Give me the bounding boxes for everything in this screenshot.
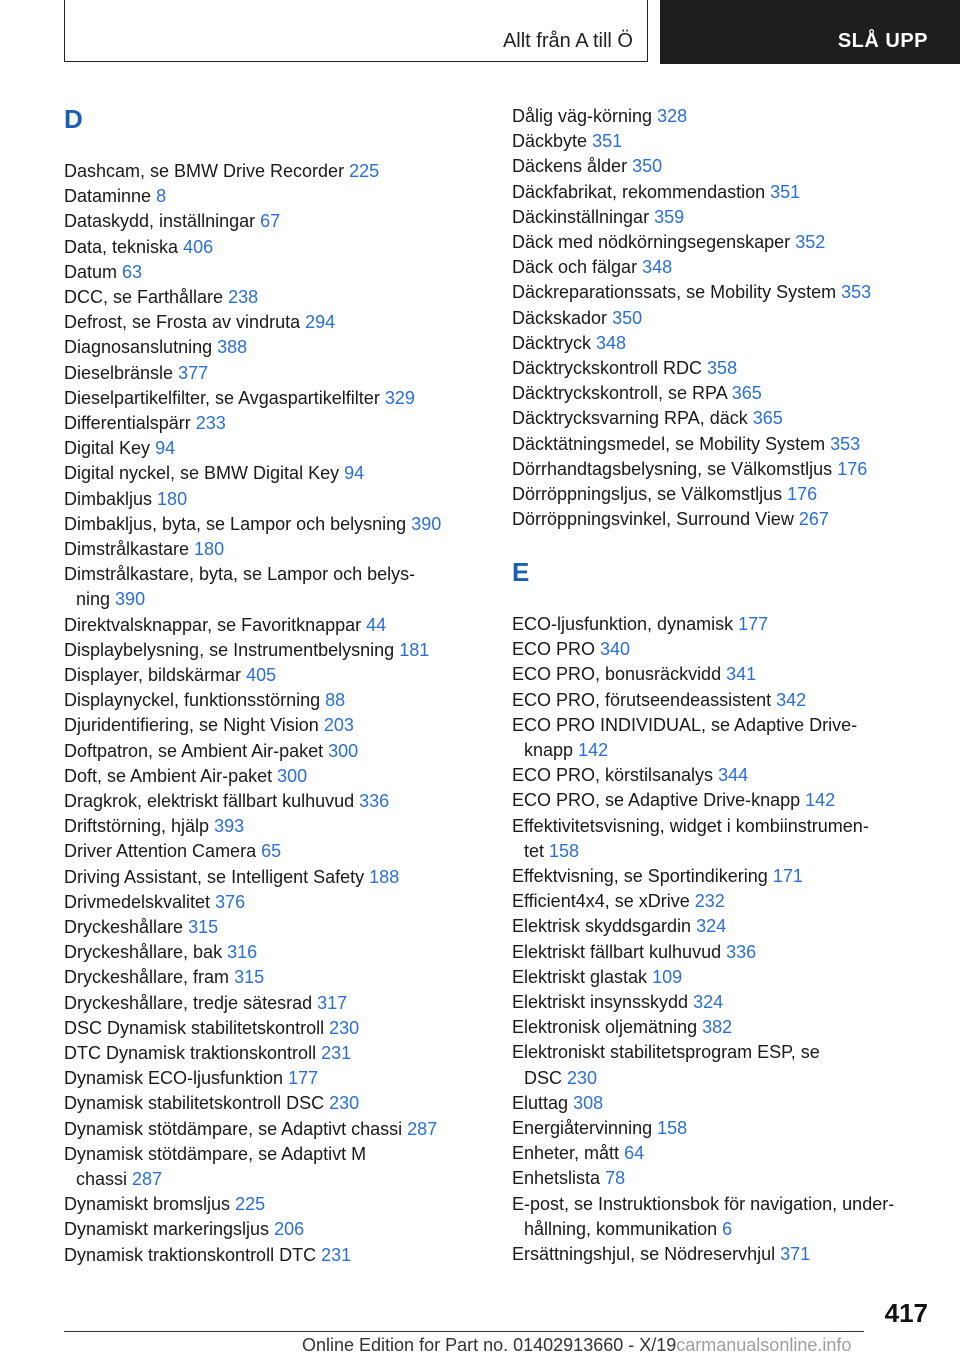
page-link[interactable]: 94 xyxy=(344,463,365,484)
index-entry-term: ECO PRO, körstilsanalys xyxy=(512,765,714,786)
page-link[interactable]: 340 xyxy=(600,639,631,660)
index-entry[interactable] xyxy=(64,386,415,411)
index-entry[interactable] xyxy=(64,260,142,285)
page-link[interactable]: 348 xyxy=(642,257,673,278)
page-link[interactable]: 287 xyxy=(132,1169,163,1189)
page-link[interactable]: 225 xyxy=(235,1194,266,1215)
index-entry-term: ECO PRO, se Adaptive Drive-knapp xyxy=(512,790,801,811)
index-entry[interactable] xyxy=(512,482,817,507)
index-entry[interactable] xyxy=(512,1166,625,1191)
index-entry-term: Djuridentifiering, se Night Vision xyxy=(64,715,319,736)
index-entry-term: ECO-ljusfunktion, dynamisk xyxy=(512,614,734,634)
index-entry[interactable] xyxy=(512,662,756,687)
lookup-tab[interactable] xyxy=(660,0,960,64)
index-entry-term: DSC Dynamisk stabilitetskontroll xyxy=(64,1017,325,1038)
index-entry-term: Dynamiskt bromsljus xyxy=(64,1194,231,1215)
page-link[interactable]: 405 xyxy=(246,665,277,685)
page-link[interactable]: 341 xyxy=(726,664,757,685)
footer-watermark: carmanualsonline.info xyxy=(676,1335,852,1355)
index-entry[interactable] xyxy=(512,1217,732,1242)
index-entry-term: Drivmedelskvalitet xyxy=(64,891,211,912)
index-entry[interactable] xyxy=(64,209,280,234)
index-entry-term: Enheter, mått xyxy=(512,1143,620,1164)
index-entry-term: Doftpatron, se Ambient Air-paket xyxy=(64,740,324,761)
index-entry-term: Dörröppningsvinkel, Surround View xyxy=(512,509,794,530)
index-entry-term: Dynamisk stötdämpare, se Adaptivt M xyxy=(64,1143,367,1164)
index-entry[interactable] xyxy=(512,381,762,406)
index-entry-term: DSC xyxy=(524,1067,563,1088)
index-entry[interactable] xyxy=(64,839,281,864)
index-entry-term: ECO PRO, bonusräckvidd xyxy=(512,664,722,685)
index-entry[interactable] xyxy=(64,1217,304,1242)
section-letter-d: D xyxy=(64,104,83,134)
index-entry-term: Dieselpartikelfilter, se Avgaspartikelfilter xyxy=(64,387,380,408)
index-entry-term: Dimbakljus xyxy=(64,488,153,509)
index-entry[interactable] xyxy=(64,915,218,940)
index-entry[interactable] xyxy=(64,235,213,260)
page-link[interactable]: 390 xyxy=(115,589,146,610)
index-entry[interactable] xyxy=(512,180,800,205)
footer-divider xyxy=(64,1331,864,1332)
index-entry xyxy=(512,1192,894,1217)
index-entry[interactable] xyxy=(512,356,737,381)
index-entry-term: Data, tekniska xyxy=(64,236,179,257)
page-link[interactable]: 65 xyxy=(261,841,282,862)
index-entry[interactable] xyxy=(512,1015,732,1040)
index-entry[interactable] xyxy=(512,432,860,457)
page-link[interactable]: 365 xyxy=(752,408,783,429)
page-link[interactable]: 358 xyxy=(707,358,738,378)
page-link[interactable]: 351 xyxy=(592,131,623,152)
index-entry[interactable] xyxy=(64,537,224,562)
page-link[interactable]: 230 xyxy=(567,1067,598,1088)
index-entry-term: Differentialspärr xyxy=(64,413,191,433)
page-link[interactable]: 348 xyxy=(596,332,627,353)
index-entry-term: Dryckeshållare xyxy=(64,917,184,937)
page-link[interactable]: 8 xyxy=(156,186,167,207)
index-entry-term: Dynamisk ECO-ljusfunktion xyxy=(64,1068,284,1089)
index-entry-term: Datum xyxy=(64,261,118,282)
index-entry[interactable] xyxy=(512,205,684,230)
index-entry-term: Effektivitetsvisning, widget i kombiinstrumen- xyxy=(512,815,869,836)
index-entry-term: Däckinställningar xyxy=(512,206,650,227)
index-entry-term: Dynamisk stötdämpare, se Adaptivt chassi xyxy=(64,1118,403,1139)
index-entry[interactable] xyxy=(64,184,166,209)
page-link[interactable]: 180 xyxy=(157,488,188,509)
index-entry[interactable] xyxy=(64,764,307,789)
page-link[interactable]: 315 xyxy=(234,967,265,988)
index-entry xyxy=(512,713,857,738)
page-link[interactable]: 315 xyxy=(188,917,219,937)
index-entry-term: Däckens ålder xyxy=(512,156,628,177)
index-entry[interactable] xyxy=(512,1242,810,1267)
index-entry-term: Dålig väg-körning xyxy=(512,106,653,126)
page-link[interactable]: 353 xyxy=(830,433,861,454)
page-link[interactable]: 388 xyxy=(217,337,248,358)
index-entry[interactable] xyxy=(512,864,803,889)
index-entry[interactable] xyxy=(512,738,608,763)
page-number: 417 xyxy=(884,1298,928,1328)
footer-edition: Online Edition for Part no. 01402913660 - X/19 xyxy=(302,1335,677,1355)
index-entry-term: Eluttag xyxy=(512,1092,569,1113)
index-entry[interactable] xyxy=(512,457,867,482)
index-entry-term: Defrost, se Frosta av vindruta xyxy=(64,312,301,333)
index-entry[interactable] xyxy=(64,890,245,915)
index-entry-term: ECO PRO xyxy=(512,639,596,660)
page-link[interactable]: 177 xyxy=(288,1068,319,1089)
index-entry-term: Dryckeshållare, fram xyxy=(64,967,230,988)
page-link[interactable]: 353 xyxy=(841,282,872,303)
page-link[interactable]: 336 xyxy=(726,941,757,962)
page-link[interactable]: 324 xyxy=(693,992,724,1012)
index-entry[interactable] xyxy=(64,613,386,638)
page-link[interactable]: 238 xyxy=(228,287,259,307)
index-entry[interactable] xyxy=(512,104,687,129)
page-link[interactable]: 328 xyxy=(657,106,688,126)
page-link[interactable]: 371 xyxy=(780,1244,811,1264)
index-entry-term: Däckbyte xyxy=(512,131,588,152)
index-entry-term: Efficient4x4, se xDrive xyxy=(512,891,690,912)
index-entry-term: Elektriskt glastak xyxy=(512,966,648,987)
page-link[interactable]: 233 xyxy=(195,413,226,433)
index-entry-term: Dimstrålkastare, byta, se Lampor och belys- xyxy=(64,564,416,585)
index-entry[interactable] xyxy=(64,335,247,360)
page-link[interactable]: 206 xyxy=(274,1219,305,1240)
page-link[interactable]: 6 xyxy=(722,1218,733,1239)
index-entry-term: Driftstörning, hjälp xyxy=(64,816,210,837)
index-entry[interactable] xyxy=(64,1192,265,1217)
index-entry-term: hållning, kommunikation xyxy=(524,1218,718,1239)
page-link[interactable]: 317 xyxy=(317,992,348,1013)
footer xyxy=(302,1335,851,1356)
index-entry[interactable] xyxy=(64,789,389,814)
index-entry-term: Däcktryck xyxy=(512,332,592,353)
index-entry[interactable] xyxy=(512,612,768,637)
page-link[interactable]: 365 xyxy=(731,383,762,404)
page-link[interactable]: 267 xyxy=(798,509,829,530)
index-entry xyxy=(512,1040,820,1065)
index-entry-term: Digital Key xyxy=(64,438,151,459)
index-entry-term: ning xyxy=(76,589,111,610)
index-entry-term: Däckfabrikat, rekommendastion xyxy=(512,181,766,202)
index-entry[interactable] xyxy=(512,255,672,280)
index-entry-term: Displaybelysning, se Instrumentbelysning xyxy=(64,639,395,660)
index-entry-term: Däckreparationssats, se Mobility System xyxy=(512,282,837,303)
index-entry-term: E-post, se Instruktionsbok för navigation, under- xyxy=(512,1193,895,1214)
index-entry-term: Doft, se Ambient Air-paket xyxy=(64,765,273,786)
page-link[interactable]: 63 xyxy=(122,261,143,282)
index-entry[interactable] xyxy=(512,1066,597,1091)
index-entry[interactable] xyxy=(64,940,257,965)
page-link[interactable]: 203 xyxy=(323,715,354,736)
index-entry[interactable] xyxy=(512,839,579,864)
page-link[interactable]: 376 xyxy=(215,891,246,912)
index-entry[interactable] xyxy=(512,914,726,939)
index-entry[interactable] xyxy=(64,512,441,537)
page-link[interactable]: 88 xyxy=(325,690,346,711)
index-entry xyxy=(64,562,415,587)
page-link[interactable]: 176 xyxy=(837,458,868,479)
page-link[interactable]: 406 xyxy=(183,236,214,257)
page-link[interactable]: 329 xyxy=(384,387,415,408)
index-entry[interactable] xyxy=(64,688,345,713)
index-entry-term: Enhetslista xyxy=(512,1168,601,1189)
index-entry-term: Elektroniskt stabilitetsprogram ESP, se xyxy=(512,1042,820,1063)
index-entry-term: Dragkrok, elektriskt fällbart kulhuvud xyxy=(64,791,355,811)
index-entry[interactable] xyxy=(512,406,783,431)
index-entry-term: Dryckeshållare, tredje sätesrad xyxy=(64,992,313,1013)
index-entry-term: Dieselbränsle xyxy=(64,362,174,383)
index-entry-term: Dynamisk traktionskontroll DTC xyxy=(64,1244,317,1265)
page-link[interactable]: 377 xyxy=(178,362,209,383)
page-link[interactable]: 230 xyxy=(329,1093,360,1114)
page-link[interactable]: 177 xyxy=(738,614,769,634)
index-tab[interactable] xyxy=(64,0,648,62)
index-entry-term: Diagnosanslutning xyxy=(64,337,213,358)
index-entry-term: Ersättningshjul, se Nödreservhjul xyxy=(512,1244,776,1264)
index-entry[interactable] xyxy=(512,1116,687,1141)
index-entry-term: Dataskydd, inställningar xyxy=(64,211,256,232)
index-entry-term: ECO PRO INDIVIDUAL, se Adaptive Drive- xyxy=(512,714,858,735)
index-entry[interactable] xyxy=(512,1091,603,1116)
page-link[interactable]: 171 xyxy=(772,866,803,886)
index-entry[interactable] xyxy=(512,965,682,990)
page-link[interactable]: 78 xyxy=(605,1168,626,1189)
index-entry[interactable] xyxy=(512,1141,644,1166)
index-entry-term: tet xyxy=(524,840,545,861)
page-link[interactable]: 231 xyxy=(321,1244,352,1265)
index-entry-term: DCC, se Farthållare xyxy=(64,287,224,307)
page-link[interactable]: 142 xyxy=(578,740,609,760)
index-tab-label: Allt från A till Ö xyxy=(502,30,633,52)
index-entry[interactable] xyxy=(64,1066,318,1091)
index-entry-term: Elektronisk oljemätning xyxy=(512,1017,698,1038)
index-entry[interactable] xyxy=(64,713,354,738)
page-link[interactable]: 351 xyxy=(770,181,801,202)
index-entry-term: knapp xyxy=(524,740,574,760)
index-entry[interactable] xyxy=(64,739,358,764)
index-entry-term: Däcktryckskontroll, se RPA xyxy=(512,383,727,404)
index-entry-term: Elektrisk skyddsgardin xyxy=(512,916,692,937)
page-link[interactable]: 294 xyxy=(305,312,336,333)
page-link[interactable]: 232 xyxy=(694,891,725,912)
index-entry-term: Dashcam, se BMW Drive Recorder xyxy=(64,161,345,181)
index-entry[interactable] xyxy=(64,487,187,512)
index-entry-term: Elektriskt fällbart kulhuvud xyxy=(512,941,722,962)
index-entry[interactable] xyxy=(64,965,264,990)
index-entry[interactable] xyxy=(64,310,335,335)
page-link[interactable]: 324 xyxy=(696,916,727,937)
index-entry-term: Displaynyckel, funktionsstörning xyxy=(64,690,321,711)
index-entry[interactable] xyxy=(64,1041,351,1066)
index-entry[interactable] xyxy=(64,814,244,839)
index-entry[interactable] xyxy=(64,865,399,890)
index-entry-term: Dimstrålkastare xyxy=(64,539,190,559)
page-link[interactable]: 350 xyxy=(632,156,663,177)
page-link[interactable]: 64 xyxy=(624,1143,645,1164)
index-entry[interactable] xyxy=(512,889,725,914)
page-link[interactable]: 158 xyxy=(657,1118,688,1138)
page-link[interactable]: 231 xyxy=(321,1043,352,1063)
page-link[interactable]: 300 xyxy=(277,765,308,786)
index-entry-term: Displayer, bildskärmar xyxy=(64,665,242,685)
index-entry-term: Dynamiskt markeringsljus xyxy=(64,1219,270,1240)
index-entry-term: Dryckeshållare, bak xyxy=(64,942,223,963)
index-entry[interactable] xyxy=(512,688,806,713)
page-link[interactable]: 359 xyxy=(654,206,685,227)
page-link[interactable]: 230 xyxy=(329,1017,360,1038)
index-entry-term: Digital nyckel, se BMW Digital Key xyxy=(64,463,340,484)
index-entry[interactable] xyxy=(64,638,429,663)
index-entry[interactable] xyxy=(64,991,347,1016)
index-entry-term: Dimbakljus, byta, se Lampor och belysning xyxy=(64,513,407,534)
index-entry[interactable] xyxy=(512,154,662,179)
page-link[interactable]: 44 xyxy=(366,614,387,635)
index-entry-term: Dynamisk stabilitetskontroll DSC xyxy=(64,1093,325,1114)
index-entry[interactable] xyxy=(64,1117,437,1142)
page-link[interactable]: 393 xyxy=(214,816,245,837)
index-entry-term: Energiåtervinning xyxy=(512,1118,653,1138)
index-entry-term: Effektvisning, se Sportindikering xyxy=(512,866,768,886)
lookup-tab-label: SLÅ UPP xyxy=(837,30,928,52)
index-entry[interactable] xyxy=(64,1243,351,1268)
index-entry[interactable] xyxy=(64,361,208,386)
index-entry[interactable] xyxy=(64,1167,162,1192)
page-link[interactable]: 390 xyxy=(411,513,442,534)
index-entry-term: Dörrhandtagsbelysning, se Välkomstljus xyxy=(512,458,833,479)
page-link[interactable]: 342 xyxy=(776,689,807,710)
index-entry-term: Däcktätningsmedel, se Mobility System xyxy=(512,433,826,454)
index-entry[interactable] xyxy=(512,129,622,154)
index-entry-term: Dörröppningsljus, se Välkomstljus xyxy=(512,484,783,504)
page-link[interactable]: 350 xyxy=(612,307,643,328)
index-entry[interactable] xyxy=(64,1016,359,1041)
index-entry-term: Driver Attention Camera xyxy=(64,841,257,862)
index-entry[interactable] xyxy=(64,411,226,436)
index-entry[interactable] xyxy=(512,280,871,305)
index-entry[interactable] xyxy=(64,663,276,688)
page-link[interactable]: 344 xyxy=(718,765,749,786)
page-link[interactable]: 287 xyxy=(407,1118,438,1139)
index-entry[interactable] xyxy=(64,587,145,612)
index-entry[interactable] xyxy=(512,990,723,1015)
page-link[interactable]: 382 xyxy=(702,1017,733,1038)
page-link[interactable]: 308 xyxy=(573,1092,604,1113)
index-entry[interactable] xyxy=(512,940,756,965)
page-link[interactable]: 158 xyxy=(549,840,580,861)
index-entry-term: Däck och fälgar xyxy=(512,257,638,278)
page-link[interactable]: 180 xyxy=(194,539,225,559)
index-entry-term: Däck med nödkörningsegenskaper xyxy=(512,232,791,252)
index-entry-term: Driving Assistant, se Intelligent Safety xyxy=(64,866,365,887)
index-entry xyxy=(512,814,869,839)
index-entry[interactable] xyxy=(64,461,364,486)
index-entry-term: chassi xyxy=(76,1169,128,1189)
index-entry[interactable] xyxy=(64,285,258,310)
index-entry[interactable] xyxy=(512,306,642,331)
page-link[interactable]: 94 xyxy=(155,438,176,459)
index-entry-term: DTC Dynamisk traktionskontroll xyxy=(64,1043,317,1063)
page-link[interactable]: 352 xyxy=(795,232,826,252)
index-entry[interactable] xyxy=(512,763,748,788)
index-entry[interactable] xyxy=(64,1091,359,1116)
page-link[interactable]: 188 xyxy=(369,866,400,887)
page-link[interactable]: 181 xyxy=(399,639,430,660)
index-entry-term: ECO PRO, förutseendeassistent xyxy=(512,689,772,710)
page-link[interactable]: 336 xyxy=(359,791,390,811)
index-entry-term: Dataminne xyxy=(64,186,152,207)
page-link[interactable]: 109 xyxy=(652,966,683,987)
page-link[interactable]: 300 xyxy=(328,740,359,761)
index-entry[interactable] xyxy=(512,788,835,813)
index-entry[interactable] xyxy=(64,436,175,461)
page-link[interactable]: 176 xyxy=(787,484,818,504)
page-link[interactable]: 225 xyxy=(349,161,380,181)
index-entry[interactable] xyxy=(512,331,626,356)
section-letter-e: E xyxy=(512,557,530,587)
index-entry xyxy=(64,1142,366,1167)
index-entry-term: Elektriskt insynsskydd xyxy=(512,992,689,1012)
index-entry-term: Däcktryckskontroll RDC xyxy=(512,358,703,378)
index-entry[interactable] xyxy=(512,637,630,662)
index-entry[interactable] xyxy=(512,507,829,532)
index-entry-term: Däcktrycksvarning RPA, däck xyxy=(512,408,748,429)
page-link[interactable]: 67 xyxy=(260,211,281,232)
page-link[interactable]: 142 xyxy=(805,790,836,811)
index-entry[interactable] xyxy=(512,230,825,255)
index-entry-term: Direktvalsknappar, se Favoritknappar xyxy=(64,614,362,635)
index-entry-term: Däckskador xyxy=(512,307,608,328)
header-bar xyxy=(64,0,960,64)
index-entry[interactable] xyxy=(64,159,379,184)
page-link[interactable]: 316 xyxy=(227,942,258,963)
